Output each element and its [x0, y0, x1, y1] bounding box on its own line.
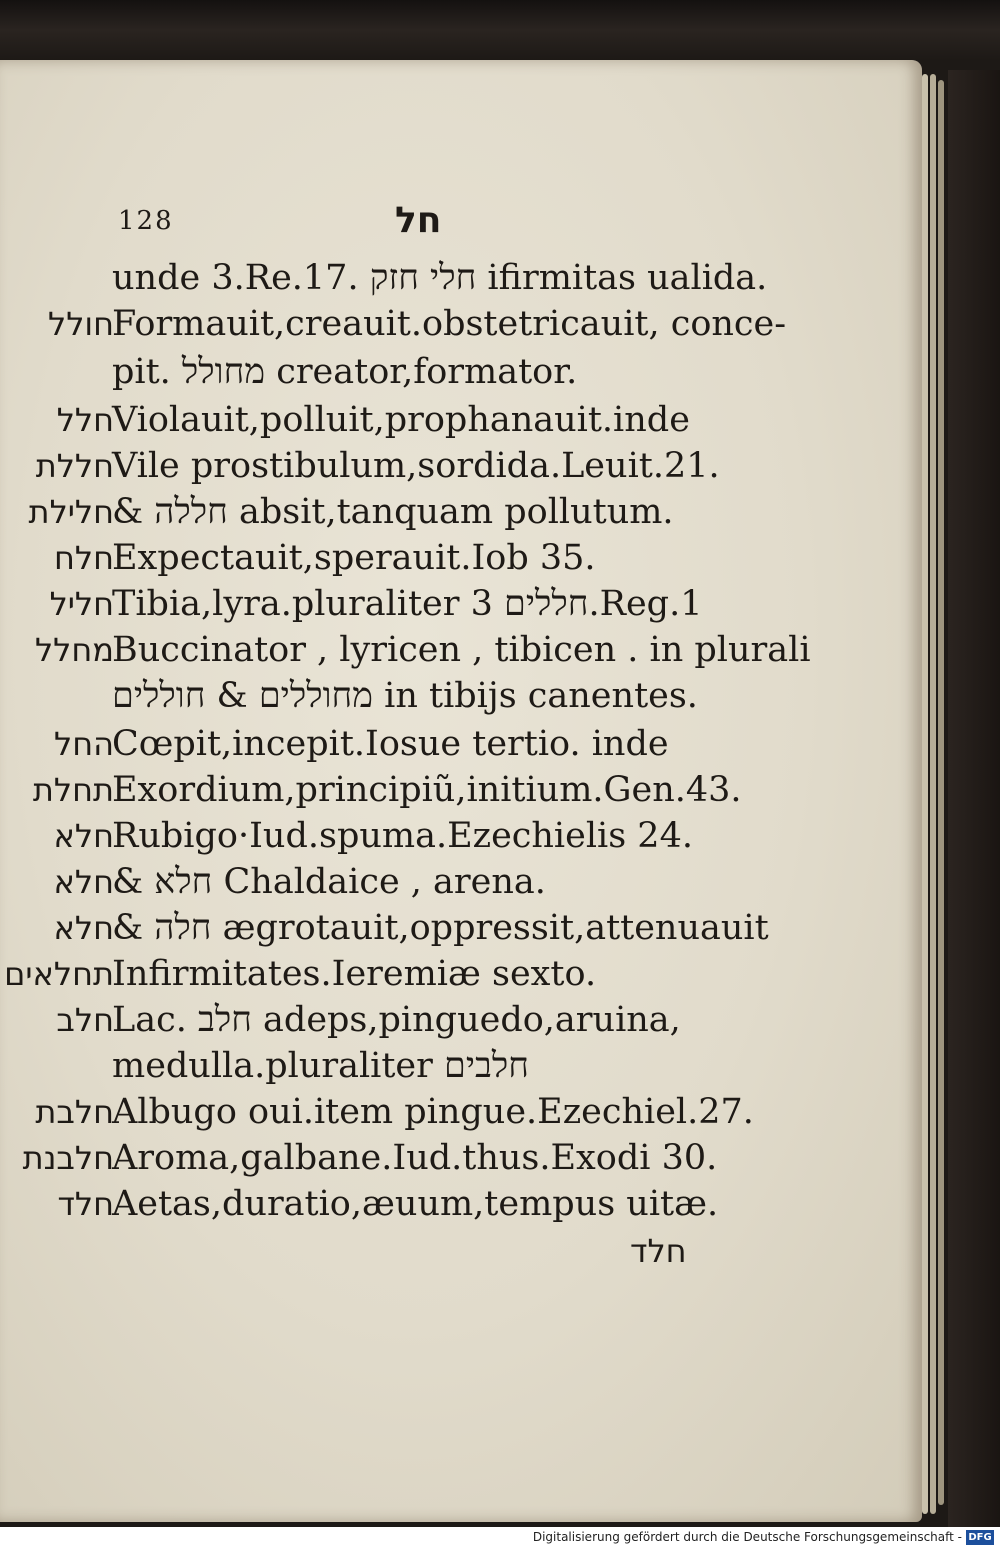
entry-text: Aroma,galbane.Iud.thus.Exodi 30.: [112, 1138, 718, 1178]
entry-headword: חולל: [48, 305, 114, 343]
entry-text: Expectauit,sperauit.Iob 35.: [112, 538, 596, 578]
entry-text: & חלה ægrotauit,oppressit,attenuauit: [112, 908, 769, 948]
entry-headword: חלד: [57, 1185, 114, 1223]
entry-text: medulla.pluraliter חלבים: [112, 1046, 529, 1086]
entry-text: Aetas,duratio,æuum,tempus uitæ.: [112, 1184, 719, 1224]
entry-headword: חליל: [49, 585, 114, 623]
entry-text: pit. מחולל creator,formator.: [112, 352, 578, 392]
entry-text: Violauit,polluit,prophanauit.inde: [112, 400, 690, 440]
entry-headword: חלב: [56, 1001, 114, 1039]
entry-text: Cœpit,incepit.Iosue tertio. inde: [112, 724, 669, 764]
entry-text: Buccinator , lyricen , tibicen . in plurali: [112, 630, 811, 670]
dfg-logo: DFG: [966, 1530, 994, 1545]
entry-headword: חלח: [54, 539, 114, 577]
entry-text: Exordium,principiũ,initium.Gen.43.: [112, 770, 742, 810]
footer-bar: [0, 1527, 1000, 1549]
running-head: חל: [395, 200, 442, 241]
entry-headword: תחלת: [32, 771, 114, 809]
entry-headword: חלל: [56, 401, 114, 439]
entry-text: & חלא Chaldaice , arena.: [112, 862, 546, 902]
entry-text: & חללה absit,tanquam pollutum.: [112, 492, 674, 532]
catchword: חלד: [630, 1232, 687, 1270]
entry-headword: חלבת: [35, 1093, 114, 1131]
entry-text: unde 3.Re.17. חלי חזק ifirmitas ualida.: [112, 258, 768, 298]
page-edge: [922, 74, 928, 1514]
entry-text: Vile prostibulum,sordida.Leuit.21.: [112, 446, 720, 486]
entry-headword: מחלל: [34, 631, 114, 669]
entry-text: Lac. חלב adeps,pinguedo,aruina,: [112, 1000, 681, 1040]
entry-text: מחוללים & חוללים in tibijs canentes.: [112, 676, 698, 716]
book-cover: [948, 70, 1000, 1527]
entry-headword: חלא: [53, 909, 114, 947]
entry-headword: חללת: [35, 447, 114, 485]
book-page: [0, 60, 922, 1522]
entry-text: Infirmitates.Ieremiæ sexto.: [112, 954, 597, 994]
entry-headword: החל: [54, 725, 114, 763]
entry-text: Albugo oui.item pingue.Ezechiel.27.: [112, 1092, 754, 1132]
entry-headword: חלבנת: [22, 1139, 114, 1177]
entry-headword: חלילת: [28, 493, 114, 531]
page-number: 128: [118, 206, 174, 236]
page-edge: [930, 74, 936, 1514]
entry-text: Formauit,creauit.obstetricauit, conce-: [112, 304, 787, 344]
entry-headword: תחלאים: [4, 955, 114, 993]
footer-credit: Digitalisierung gefördert durch die Deutsche Forschungsgemeinschaft -: [532, 1530, 962, 1544]
entry-text: Tibia,lyra.pluraliter חללים 3.Reg.1: [112, 584, 703, 624]
entry-headword: חלא: [53, 817, 114, 855]
page-edge: [938, 80, 944, 1505]
entry-text: Rubigo·Iud.spuma.Ezechielis 24.: [112, 816, 693, 856]
entry-headword: חלא: [53, 863, 114, 901]
